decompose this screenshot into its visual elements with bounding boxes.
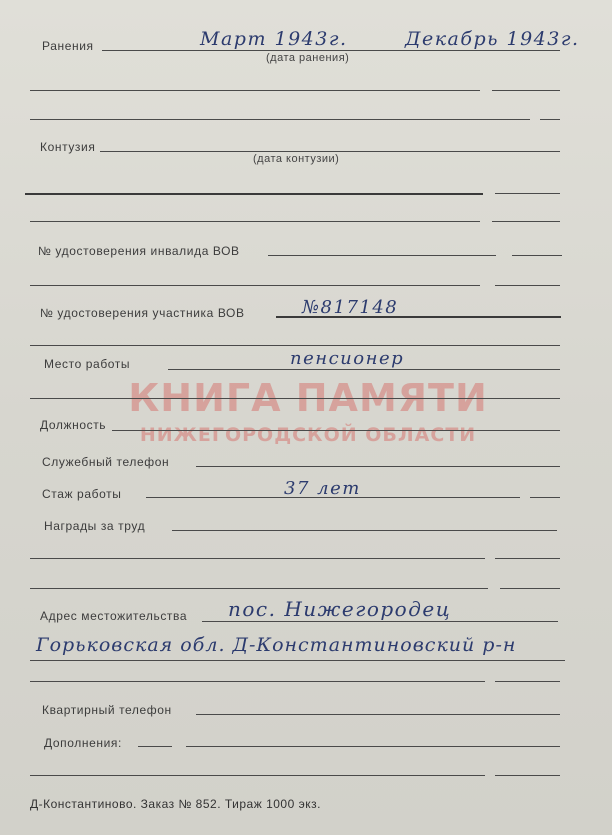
address-value-2: Горьковская обл. Д-Константиновский р-н xyxy=(36,634,517,656)
participant-id-line xyxy=(276,316,561,318)
wounds-line-3b xyxy=(540,119,560,120)
contusion-line-3 xyxy=(30,221,480,222)
workplace-line-2 xyxy=(30,398,560,399)
labor-awards-label: Награды за труд xyxy=(44,519,146,533)
contusion-line-2b xyxy=(495,193,560,194)
home-phone-line xyxy=(196,714,560,715)
position-label: Должность xyxy=(40,418,107,432)
wounds-line-2 xyxy=(30,90,480,91)
invalid-id-line xyxy=(268,255,496,256)
watermark-subtitle: НИЖЕГОРОДСКОЙ ОБЛАСТИ xyxy=(139,424,477,446)
participant-id-value: №817148 xyxy=(302,297,399,318)
contusion-line-2 xyxy=(25,193,483,195)
position-line xyxy=(112,430,560,431)
wounds-value-1: Март 1943г. xyxy=(200,28,348,50)
invalid-id-line-b xyxy=(512,255,562,256)
experience-label: Стаж работы xyxy=(42,487,122,501)
experience-line-b xyxy=(530,497,560,498)
wounds-hint: (дата ранения) xyxy=(266,52,350,64)
home-phone-label: Квартирный телефон xyxy=(42,703,172,717)
address-line-2 xyxy=(30,660,565,661)
wounds-line xyxy=(102,50,560,51)
invalid-id-label: № удостоверения инвалида ВОВ xyxy=(38,244,240,258)
address-line-3b xyxy=(495,681,560,682)
work-phone-label: Служебный телефон xyxy=(42,455,170,469)
experience-value: 37 лет xyxy=(284,478,361,499)
workplace-value: пенсионер xyxy=(290,348,405,369)
invalid-id-line-2 xyxy=(30,285,480,286)
wounds-value-2: Декабрь 1943г. xyxy=(405,28,580,50)
labor-awards-line-2b xyxy=(495,558,560,559)
address-value-1: пос. Нижегородец xyxy=(228,597,452,621)
wounds-line-2b xyxy=(492,90,560,91)
workplace-line xyxy=(168,369,560,370)
additions-line-2 xyxy=(30,775,485,776)
contusion-label: Контузия xyxy=(40,140,96,154)
invalid-id-line-2b xyxy=(495,285,560,286)
labor-awards-line-3b xyxy=(500,588,560,589)
workplace-label: Место работы xyxy=(44,357,131,371)
address-label: Адрес местожительства xyxy=(40,609,188,623)
participant-id-label: № удостоверения участника ВОВ xyxy=(40,306,245,320)
print-imprint: Д-Константиново. Заказ № 852. Тираж 1000 экз. xyxy=(30,797,321,811)
additions-line-2b xyxy=(495,775,560,776)
work-phone-line xyxy=(196,466,560,467)
additions-line xyxy=(138,746,172,747)
contusion-line xyxy=(100,151,560,152)
labor-awards-line-2 xyxy=(30,558,485,559)
wounds-label: Ранения xyxy=(42,39,94,53)
wounds-line-3 xyxy=(30,119,530,120)
address-line-3 xyxy=(30,681,485,682)
participant-id-line-2 xyxy=(30,345,560,346)
watermark-title: КНИГА ПАМЯТИ xyxy=(128,376,488,420)
contusion-line-3b xyxy=(492,221,560,222)
additions-label: Дополнения: xyxy=(44,736,122,750)
labor-awards-line-3 xyxy=(30,588,488,589)
additions-line-b xyxy=(186,746,560,747)
address-line xyxy=(202,621,558,622)
experience-line xyxy=(146,497,520,498)
contusion-hint: (дата контузии) xyxy=(253,153,340,165)
labor-awards-line xyxy=(172,530,557,531)
